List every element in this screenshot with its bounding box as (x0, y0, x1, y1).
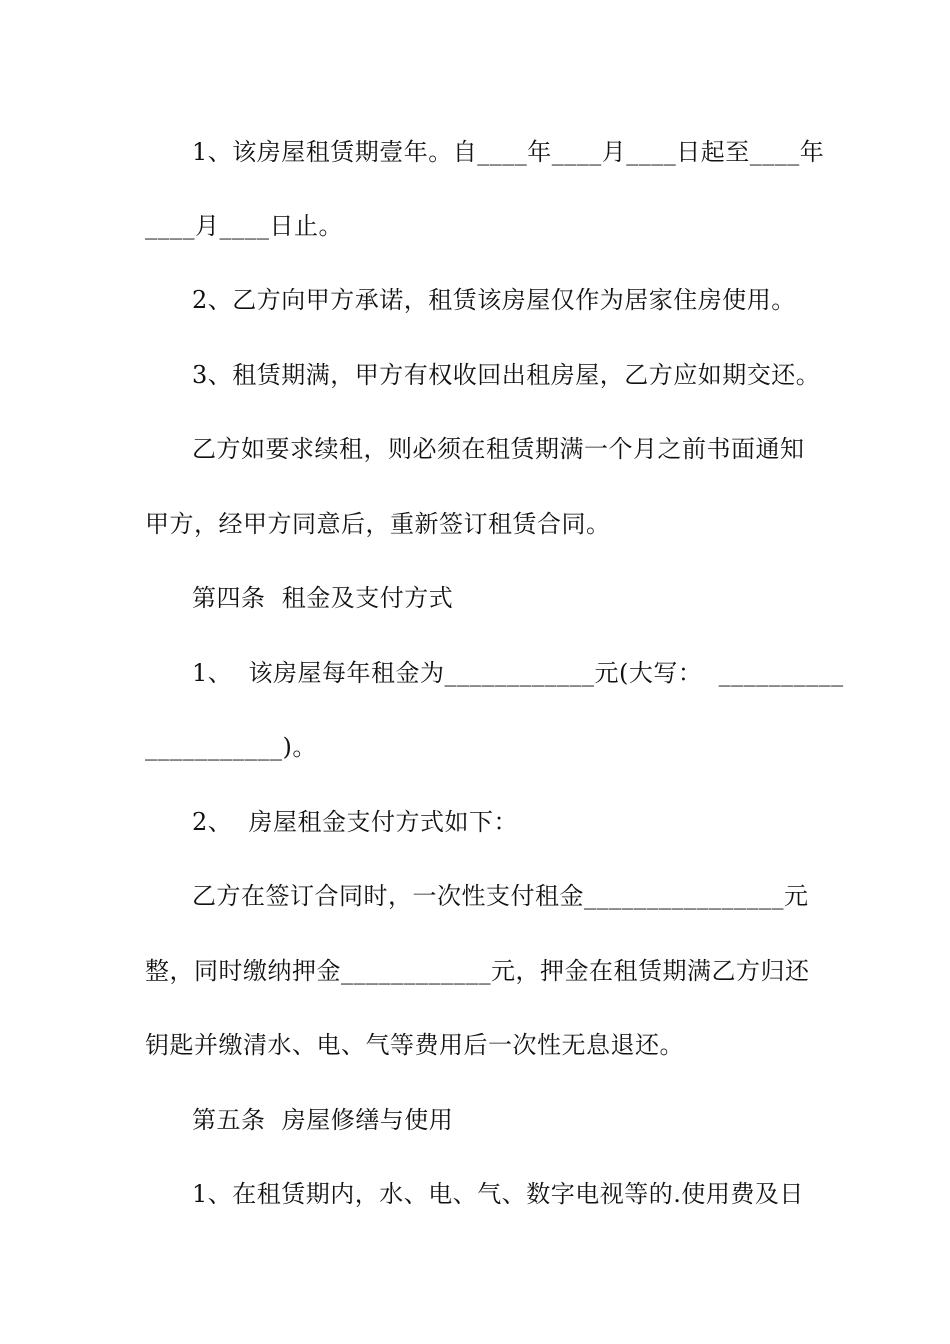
renewal-clause-line-2: 甲方，经甲方同意后，重新签订租赁合同。 (145, 510, 611, 538)
lease-expiry-clause: 3、租赁期满，甲方有权收回出租房屋，乙方应如期交还。 (192, 361, 821, 389)
renewal-clause-line-1: 乙方如要求续租，则必须在租赁期满一个月之前书面通知 (192, 435, 805, 463)
payment-clause-line-2: 整，同时缴纳押金____________元，押金在租赁期满乙方归还 (145, 957, 810, 985)
residential-use-clause: 2、乙方向甲方承诺，租赁该房屋仅作为居家住房使用。 (192, 286, 796, 314)
payment-clause-line-3: 钥匙并缴清水、电、气等费用后一次性无息退还。 (145, 1031, 684, 1059)
utilities-clause-line-1: 1、在租赁期内，水、电、气、数字电视等的.使用费及日 (192, 1180, 804, 1208)
annual-rent-line-1: 1、 该房屋每年租金为____________元(大写： __________ (192, 659, 844, 687)
lease-term-line-2: ____月____日止。 (145, 212, 343, 240)
payment-clause-line-1: 乙方在签订合同时，一次性支付租金________________元 (192, 882, 809, 910)
payment-method-heading: 2、 房屋租金支付方式如下： (192, 808, 519, 836)
article-five-heading: 第五条 房屋修缮与使用 (192, 1106, 454, 1134)
article-four-heading: 第四条 租金及支付方式 (192, 584, 454, 612)
lease-term-line-1: 1、该房屋租赁期壹年。自____年____月____日起至____年 (192, 138, 825, 166)
annual-rent-line-2: ___________)。 (145, 733, 317, 761)
